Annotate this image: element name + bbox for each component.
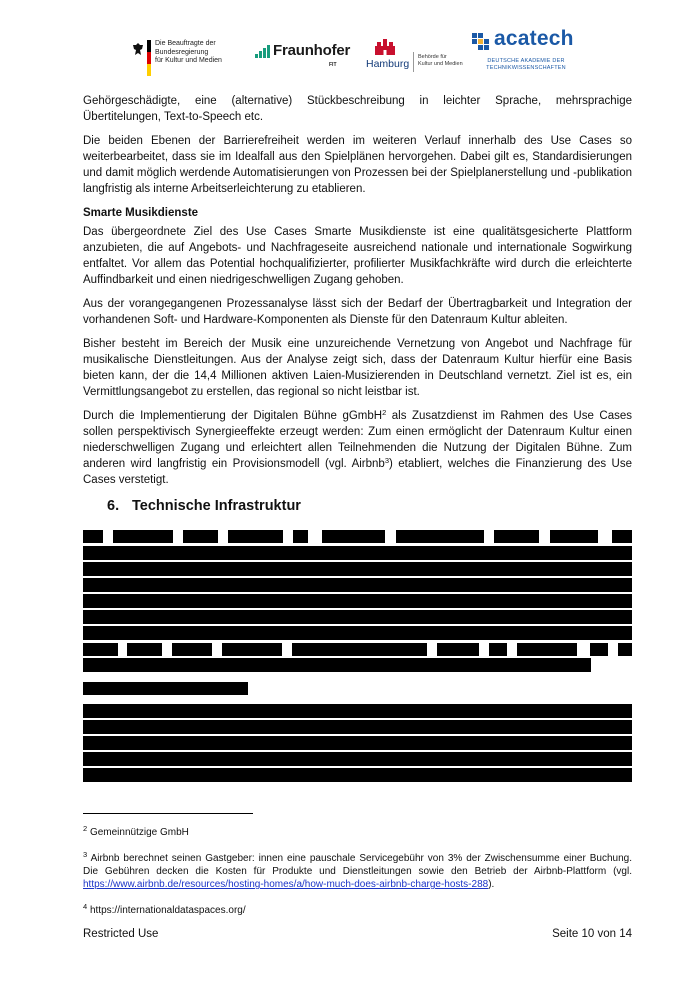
redaction-bar: [127, 643, 162, 656]
redaction-bar: [396, 530, 484, 543]
redaction-bar: [83, 578, 632, 592]
redaction-bar: [83, 658, 591, 672]
page-number: Seite 10 von 14: [552, 928, 632, 940]
acatech-grid-icon: [472, 33, 490, 51]
federal-eagle-icon: [132, 42, 144, 56]
section-number: 6.: [107, 498, 120, 514]
redaction-bar: [83, 546, 632, 560]
footnote-separator: [83, 813, 253, 814]
paragraph-accessibility-end: Gehörgeschädigte, eine (alternative) Stückbeschreibung in leichter Sprache, mehrsprachige Übertitelungen, Text-to-Speech etc.: [83, 95, 632, 123]
redaction-bar: [83, 768, 632, 782]
redaction-bar: [494, 530, 539, 543]
redaction-bar: [83, 626, 632, 640]
redaction-bar: [83, 752, 632, 766]
redaction-bar: [292, 643, 427, 656]
hamburg-logo: [366, 38, 476, 74]
paragraph-music-network: Bisher besteht im Bereich der Musik eine unzureichende Vernetzung von Angebot und Nachfrage für musikalische Dienstleitungen. Aus der Analyse zeigt sich, dass der Datenraum Kultur hierfür eine Basis bieten kann, der die 14,4 Millionen aktiven Laien-Musizierenden in Deutschland vernetzt. Ziel ist es, ein Vermittlungsangebot zu erstellen, das regional so nicht leistbar ist.: [83, 338, 632, 398]
footnote-3: $^3$ Airbnb berechnet seinen Gastgeber: innen eine pauschale Servicegebühr von 3% der Zwischensumme einer Buchung. Die Gebühren decken die Kosten für Produkte und Dienstleitungen sowie den Betrieb der Airbnb-Plattform (vgl. https://www.airbnb.de/resources/hosting-homes/a/how-much-does-airbnb-charge-hosts-288).: [83, 850, 632, 890]
hamburg-name: Hamburg: [366, 58, 410, 70]
redaction-bar: [172, 643, 212, 656]
redaction-bar: [618, 643, 632, 656]
hamburg-authority: Behörde für Kultur und Medien: [418, 54, 463, 67]
bkm-logo-text: Die Beauftragte der Bundesregierung für Kultur und Medien: [155, 40, 222, 64]
acatech-logo: [472, 27, 582, 76]
footnote-ref-2[interactable]: 2: [382, 408, 387, 417]
fraunhofer-name: Fraunhofer: [273, 42, 351, 59]
airbnb-link[interactable]: https://www.airbnb.de/resources/hosting-homes/a/how-much-does-airbnb-charge-hosts-288: [83, 879, 489, 890]
subheading-smart-music: Smarte Musikdienste: [83, 207, 199, 219]
bkm-logo: [132, 40, 250, 76]
section-heading: [107, 498, 301, 514]
redaction-bar: [517, 643, 577, 656]
fraunhofer-institute: FIT: [329, 62, 337, 68]
hamburg-castle-icon: [374, 38, 396, 57]
redaction-bar: [293, 530, 308, 543]
redaction-bar: [489, 643, 507, 656]
redaction-bar: [590, 643, 608, 656]
redaction-bar: [83, 720, 632, 734]
redaction-bar: [83, 643, 118, 656]
footnote-2: $^2$ Gemeinnützige GmbH: [83, 824, 189, 838]
paragraph-process-analysis: Aus der vorangegangenen Prozessanalyse lässt sich der Bedarf der Übertragbarkeit und Integration der vorhandenen Soft- und Hardware-Komponenten als Dienste für den Datenraum Kultur ableiten.: [83, 298, 632, 326]
main-content: [83, 93, 632, 496]
fraunhofer-logo: [255, 42, 351, 70]
redaction-bar: [83, 704, 632, 718]
section-title: Technische Infrastruktur: [132, 498, 301, 514]
redaction-bar: [83, 562, 632, 576]
redaction-bar: [113, 530, 173, 543]
paragraph-accessibility-levels: Die beiden Ebenen der Barrierefreiheit werden im weiteren Verlauf innerhalb des Use Cases so weiterbearbeitet, dass sie im Idealfall aus den Spielplänen hervorgehen. Dabei gilt es, Standardisierungen und damit möglich werdende Automatisierungen von Prozessen bei der Spielplanerstellung und -publikation langfristig als interne Arbeitserleichterung zu etablieren.: [83, 135, 632, 195]
redaction-bar: [83, 610, 632, 624]
redaction-bar: [612, 530, 632, 543]
hamburg-divider: [413, 52, 414, 72]
redaction-bar: [437, 643, 479, 656]
redaction-bar: [550, 530, 598, 543]
redaction-bar: [183, 530, 218, 543]
redaction-bar: [83, 594, 632, 608]
footnote-4: $^4$ https://internationaldataspaces.org/: [83, 902, 246, 916]
redaction-bar: [83, 530, 103, 543]
fraunhofer-mark-icon: [255, 44, 270, 58]
redaction-bar: [83, 682, 248, 695]
acatech-name: acatech: [494, 27, 574, 50]
classification-label: Restricted Use: [83, 928, 159, 940]
paragraph-goal: Das übergeordnete Ziel des Use Cases Smarte Musikdienste ist eine qualitätsgesicherte Plattform anzubieten, die auf Angebots- und Nachfrageseite ausreichend nationale und internationale Sogwirkung entfaltet. Vor allem das Potential hochqualifizierter, profilierter Musikfachkräfte wird durch die erleichterte Auffindbarkeit und einen niedrigeschwelligen Zugang gehoben.: [83, 226, 632, 286]
redaction-bar: [322, 530, 385, 543]
redaction-bar: [83, 736, 632, 750]
paragraph-digital-stage: Durch die Implementierung der Digitalen Bühne gGmbH$^2$ als Zusatzdienst im Rahmen des Use Cases sollen perspektivisch Synergieeffekte erzeugt werden: Zum einen ermöglicht der Datenraum Kultur einen niederschwelligen Zugang und erleichtert allen Teilnehmenden die Nutzung der Digitalen Bühne. Zum anderen wird langfristig ein Provisionsmodell (vgl. Airbnb$^3$) etabliert, welches die Finanzierung des Use Cases verstetigt.: [83, 408, 632, 486]
acatech-tagline: DEUTSCHE AKADEMIE DER TECHNIKWISSENSCHAFTEN: [486, 58, 566, 71]
footnote-ref-3[interactable]: 3: [384, 456, 389, 465]
redaction-bar: [228, 530, 283, 543]
german-flag-stripe: [147, 40, 151, 76]
redaction-bar: [222, 643, 282, 656]
